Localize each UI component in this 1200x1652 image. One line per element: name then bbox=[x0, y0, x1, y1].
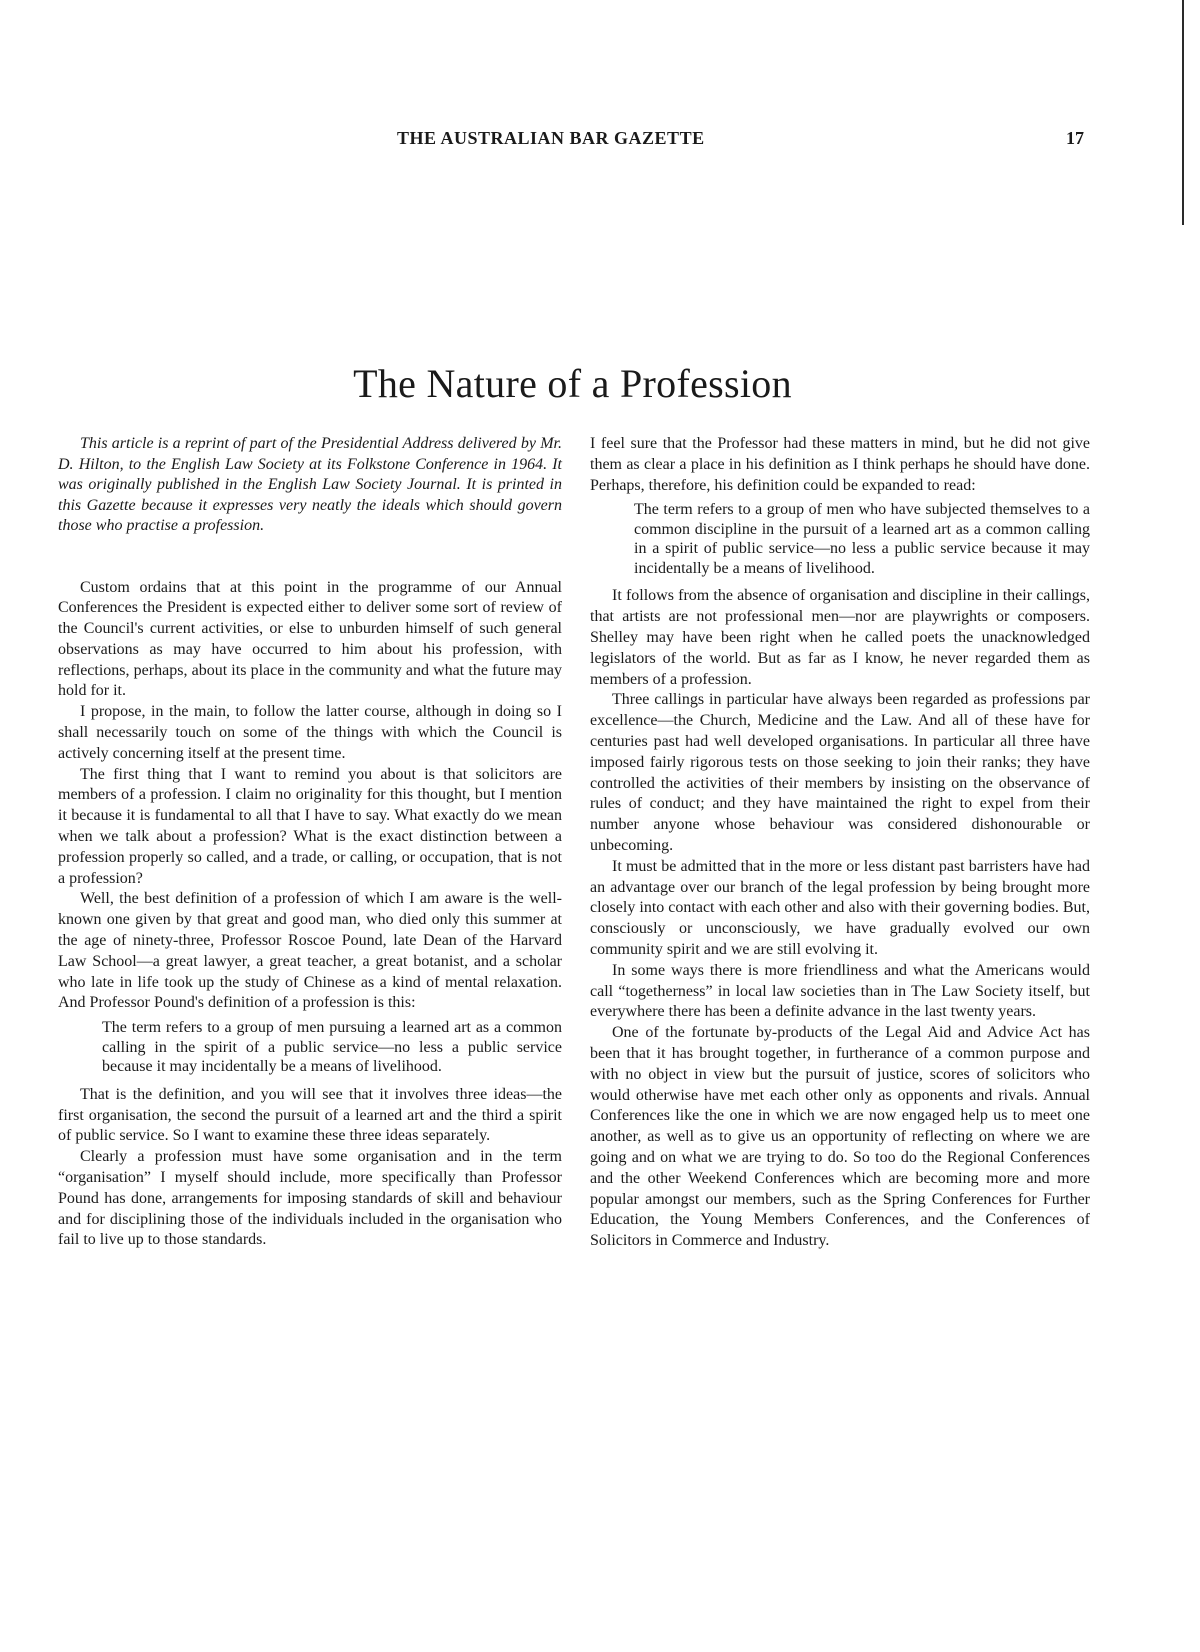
expanded-definition-quote: The term refers to a group of men who have subjected themselves to a common discipline in the pursuit of a learned art as a common calling in a spirit of public service—no less a public service because it may incidentally be a means of livelihood. bbox=[634, 501, 1090, 577]
paragraph: Custom ordains that at this point in the programme of our Annual Conferences the President is expected either to deliver some sort of review of the Council's current activities, or else to unburden himself of such general observations as may have occurred to him about his profession, with reflections, perhaps, about its place in the community and what the future may hold for it. bbox=[58, 578, 562, 700]
paragraph: Three callings in particular have always been regarded as professions par excellence—the Church, Medicine and the Law. And all of these have for centuries past had well developed organisations. In particular all three have imposed fairly rigorous tests on those seeking to join their ranks; they have controlled the activities of their members by insisting on the observance of rules of conduct; and they have maintained the right to expel from their number anyone whose behaviour was considered dishonourable or unbecoming. bbox=[590, 691, 1090, 854]
paragraph: I propose, in the main, to follow the latter course, although in doing so I shall necessarily touch on some of the things with which the Council is actively concerning itself at the present time. bbox=[58, 703, 562, 762]
article-title: The Nature of a Profession bbox=[353, 360, 792, 406]
running-header-title: THE AUSTRALIAN BAR GAZETTE bbox=[397, 128, 705, 148]
paragraph: In some ways there is more friendliness and what the Americans would call “togetherness” in local law societies than in The Law Society itself, but everywhere there has been a definite advance in the last twenty years. bbox=[590, 961, 1090, 1021]
paragraph: It follows from the absence of organisation and discipline in their callings, that artists are not professional men—nor are playwrights or composers. Shelley may have been right when he called poets the unacknowledged legislators of the world. But as far as I know, he never regarded them as members of a profession. bbox=[590, 587, 1090, 688]
paragraph: I feel sure that the Professor had these matters in mind, but he did not give them as clear a place in his definition as I think perhaps he should have done. Perhaps, therefore, his definition could be expanded to read: bbox=[590, 435, 1090, 494]
right-column bbox=[590, 434, 1090, 1252]
left-column bbox=[58, 434, 562, 1251]
paragraph: One of the fortunate by-products of the Legal Aid and Advice Act has been that it has brought together, in furtherance of a common purpose and with no object in view but the pursuit of justice, scores of solicitors who would otherwise have met each other only as opponents and rivals. Annual Conferences like the one in which we are now engaged help us to meet one another, as well as to give us an opportunity of reflecting on where we are going and on what we are trying to do. So too do the Regional Conferences and the other Weekend Conferences which are becoming more and more popular amongst our members, such as the Spring Conferences for Further Education, the Young Members Conferences, and the Conferences of Solicitors in Commerce and Industry. bbox=[590, 1024, 1090, 1250]
page-number: 17 bbox=[1066, 128, 1084, 148]
paragraph: Clearly a profession must have some organisation and in the term “organisation” I myself should include, more specifically than Professor Pound has done, arrangements for imposing standards of skill and behaviour and for disciplining those of the individuals included in the organisation who fail to live up to those standards. bbox=[58, 1148, 562, 1249]
page-edge-rule bbox=[1182, 0, 1184, 225]
paragraph: It must be admitted that in the more or less distant past barristers have had an advantage over our branch of the legal profession by being brought more closely into contact with each other and also with their governing bodies. But, consciously or unconsciously, we have gradually evolved our own community spirit and we are still evolving it. bbox=[590, 857, 1090, 958]
paragraph: The first thing that I want to remind you about is that solicitors are members of a profession. I claim no originality for this thought, but I mention it because it is fundamental to all that I have to say. What exactly do we mean when we talk about a profession? What is the exact distinction between a profession properly so called, and a trade, or calling, or occupation, that is not a profession? bbox=[58, 765, 562, 887]
paragraph: Well, the best definition of a profession of which I am aware is the well-known one given by that great and good man, who died only this summer at the age of ninety-three, Professor Roscoe Pound, late Dean of the Harvard Law School—a great lawyer, a great teacher, a great botanist, and a scholar who late in life took up the study of Chinese as a kind of mental relaxation. And Professor Pound's definition of a profession is this: bbox=[58, 890, 562, 1012]
editor-intro-note: This article is a reprint of part of the Presidential Address delivered by Mr. D. Hilton, to the English Law Society at its Folkstone Conference in 1964. It was originally published in the English Law Society Journal. It is printed in this Gazette because it expresses very neatly the ideals which should govern those who practise a profession. bbox=[58, 435, 562, 534]
paragraph: That is the definition, and you will see that it involves three ideas—the first organisation, the second the pursuit of a learned art and the third a spirit of public service. So I want to examine these three ideas separately. bbox=[58, 1085, 562, 1145]
pound-definition-quote: The term refers to a group of men pursuing a learned art as a common calling in the spirit of a public service—no less a public service because it may incidentally be a means of livelihood. bbox=[102, 1019, 562, 1076]
